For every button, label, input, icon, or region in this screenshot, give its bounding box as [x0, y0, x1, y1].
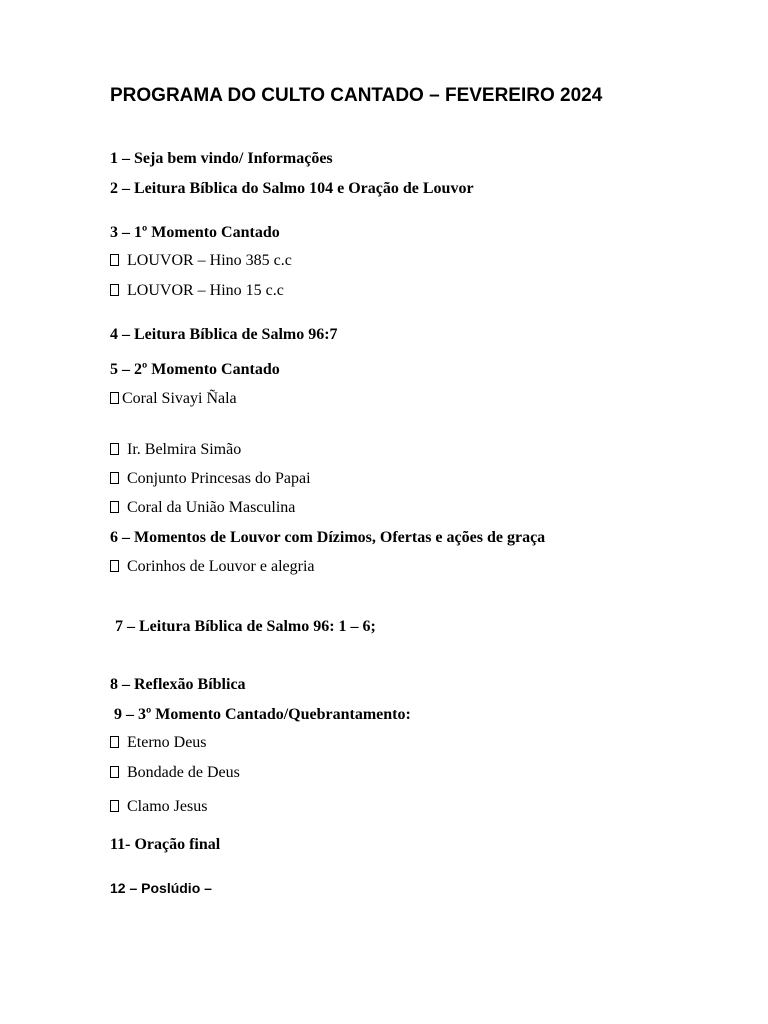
list-item: LOUVOR – Hino 15 c.c	[110, 282, 284, 300]
checkbox-glyph-icon	[110, 766, 119, 778]
list-item: Eterno Deus	[110, 734, 207, 752]
item-9: 9 – 3º Momento Cantado/Quebrantamento:	[114, 706, 411, 723]
checkbox-glyph-icon	[110, 284, 119, 296]
list-item: Coral Sivayi Ñala	[110, 390, 237, 408]
item-5: 5 – 2º Momento Cantado	[110, 361, 280, 378]
item-2: 2 – Leitura Bíblica do Salmo 104 e Oração de Louvor	[110, 180, 474, 197]
list-item: Coral da União Masculina	[110, 499, 295, 517]
document-title: PROGRAMA DO CULTO CANTADO – FEVEREIRO 2024	[110, 85, 603, 106]
checkbox-glyph-icon	[110, 800, 119, 812]
item-11: 11- Oração final	[110, 836, 221, 853]
checkbox-glyph-icon	[110, 392, 119, 404]
list-item: Corinhos de Louvor e alegria	[110, 558, 315, 576]
checkbox-glyph-icon	[110, 443, 119, 455]
item-12: 12 – Poslúdio –	[110, 880, 212, 896]
checkbox-glyph-icon	[110, 560, 119, 572]
item-3: 3 – 1º Momento Cantado	[110, 224, 280, 241]
item-4: 4 – Leitura Bíblica de Salmo 96:7	[110, 326, 338, 343]
list-item: Ir. Belmira Simão	[110, 441, 241, 459]
item-7: 7 – Leitura Bíblica de Salmo 96: 1 – 6;	[115, 618, 376, 635]
checkbox-glyph-icon	[110, 736, 119, 748]
list-item: LOUVOR – Hino 385 c.c	[110, 252, 292, 270]
checkbox-glyph-icon	[110, 501, 119, 513]
list-item: Bondade de Deus	[110, 764, 240, 782]
item-1: 1 – Seja bem vindo/ Informações	[110, 150, 333, 167]
checkbox-glyph-icon	[110, 472, 119, 484]
list-item: Conjunto Princesas do Papai	[110, 470, 311, 488]
item-8: 8 – Reflexão Bíblica	[110, 676, 246, 693]
checkbox-glyph-icon	[110, 254, 119, 266]
list-item: Clamo Jesus	[110, 798, 207, 816]
item-6: 6 – Momentos de Louvor com Dízimos, Ofertas e ações de graça	[110, 529, 546, 546]
